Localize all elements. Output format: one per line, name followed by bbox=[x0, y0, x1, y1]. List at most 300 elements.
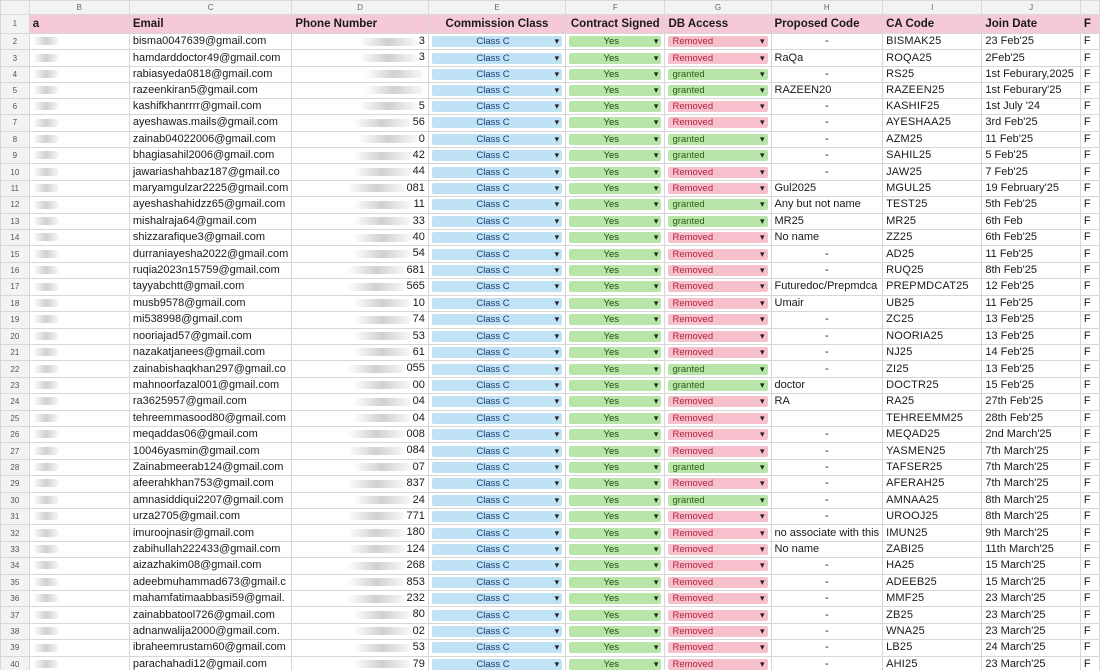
name-cell-redacted[interactable] bbox=[29, 361, 129, 377]
row-number[interactable]: 16 bbox=[1, 262, 30, 278]
contract-signed-dropdown[interactable]: Yes ▾ bbox=[569, 511, 661, 522]
commission-class-dropdown[interactable]: Class C ▾ bbox=[432, 380, 562, 391]
row-number[interactable]: 25 bbox=[1, 410, 30, 426]
contract-signed-dropdown[interactable]: Yes ▾ bbox=[569, 265, 661, 276]
contract-signed-cell[interactable] bbox=[566, 459, 665, 475]
phone-cell[interactable] bbox=[292, 574, 429, 590]
email-cell[interactable]: ayeshawas.mails@gmail.com bbox=[129, 115, 291, 131]
db-access-cell[interactable] bbox=[665, 377, 771, 393]
ca-code-cell[interactable]: LB25 bbox=[883, 640, 982, 656]
commission-class-cell[interactable] bbox=[428, 410, 565, 426]
join-date-cell[interactable]: 23 March'25 bbox=[982, 591, 1080, 607]
next-column-cell[interactable]: F bbox=[1080, 131, 1099, 147]
column-letter[interactable]: H bbox=[771, 1, 883, 15]
contract-signed-dropdown[interactable]: Yes ▾ bbox=[569, 85, 661, 96]
row-number[interactable]: 9 bbox=[1, 148, 30, 164]
ca-code-cell[interactable]: ZI25 bbox=[883, 361, 982, 377]
phone-cell[interactable] bbox=[292, 164, 429, 180]
contract-signed-cell[interactable] bbox=[566, 164, 665, 180]
row-number[interactable]: 15 bbox=[1, 246, 30, 262]
db-access-cell[interactable] bbox=[665, 34, 771, 50]
proposed-code-cell[interactable]: Umair bbox=[771, 295, 883, 311]
db-access-dropdown[interactable]: Removed ▾ bbox=[668, 560, 767, 571]
commission-class-cell[interactable] bbox=[428, 98, 565, 114]
commission-class-cell[interactable] bbox=[428, 213, 565, 229]
contract-signed-dropdown[interactable]: Yes ▾ bbox=[569, 593, 661, 604]
phone-cell[interactable] bbox=[292, 115, 429, 131]
contract-signed-dropdown[interactable]: Yes ▾ bbox=[569, 101, 661, 112]
proposed-code-cell[interactable]: RaQa bbox=[771, 50, 883, 66]
commission-class-dropdown[interactable]: Class C ▾ bbox=[432, 117, 562, 128]
email-cell[interactable]: ra3625957@gmail.com bbox=[129, 394, 291, 410]
contract-signed-cell[interactable] bbox=[566, 312, 665, 328]
name-cell-redacted[interactable] bbox=[29, 607, 129, 623]
contract-signed-cell[interactable] bbox=[566, 246, 665, 262]
join-date-cell[interactable]: 12 Feb'25 bbox=[982, 279, 1080, 295]
phone-cell[interactable] bbox=[292, 443, 429, 459]
contract-signed-cell[interactable] bbox=[566, 131, 665, 147]
join-date-cell[interactable]: 15 March'25 bbox=[982, 574, 1080, 590]
contract-signed-dropdown[interactable]: Yes ▾ bbox=[569, 183, 661, 194]
name-cell-redacted[interactable] bbox=[29, 459, 129, 475]
ca-code-cell[interactable]: YASMEN25 bbox=[883, 443, 982, 459]
next-column-cell[interactable]: F bbox=[1080, 656, 1099, 670]
email-cell[interactable]: zabihullah222433@gmail.com bbox=[129, 541, 291, 557]
phone-cell[interactable] bbox=[292, 148, 429, 164]
ca-code-cell[interactable]: HA25 bbox=[883, 558, 982, 574]
column-letter[interactable]: G bbox=[665, 1, 771, 15]
join-date-cell[interactable]: 8th March'25 bbox=[982, 492, 1080, 508]
db-access-cell[interactable] bbox=[665, 656, 771, 670]
name-cell-redacted[interactable] bbox=[29, 312, 129, 328]
email-cell[interactable]: rabiasyeda0818@gmail.com bbox=[129, 66, 291, 82]
db-access-dropdown[interactable]: Removed ▾ bbox=[668, 413, 767, 424]
contract-signed-dropdown[interactable]: Yes ▾ bbox=[569, 331, 661, 342]
commission-class-dropdown[interactable]: Class C ▾ bbox=[432, 396, 562, 407]
next-column-cell[interactable]: F bbox=[1080, 459, 1099, 475]
commission-class-dropdown[interactable]: Class C ▾ bbox=[432, 199, 562, 210]
proposed-code-cell[interactable]: - bbox=[771, 115, 883, 131]
next-column-cell[interactable]: F bbox=[1080, 328, 1099, 344]
contract-signed-cell[interactable] bbox=[566, 394, 665, 410]
next-column-cell[interactable]: F bbox=[1080, 197, 1099, 213]
commission-class-dropdown[interactable]: Class C ▾ bbox=[432, 183, 562, 194]
db-access-dropdown[interactable]: granted ▾ bbox=[668, 495, 767, 506]
commission-class-dropdown[interactable]: Class C ▾ bbox=[432, 232, 562, 243]
db-access-dropdown[interactable]: Removed ▾ bbox=[668, 183, 767, 194]
header-name[interactable]: a bbox=[29, 15, 129, 34]
commission-class-cell[interactable] bbox=[428, 508, 565, 524]
db-access-dropdown[interactable]: granted ▾ bbox=[668, 216, 767, 227]
db-access-dropdown[interactable]: granted ▾ bbox=[668, 199, 767, 210]
name-cell-redacted[interactable] bbox=[29, 180, 129, 196]
next-column-cell[interactable]: F bbox=[1080, 50, 1099, 66]
phone-cell[interactable] bbox=[292, 640, 429, 656]
db-access-cell[interactable] bbox=[665, 525, 771, 541]
name-cell-redacted[interactable] bbox=[29, 558, 129, 574]
commission-class-cell[interactable] bbox=[428, 164, 565, 180]
contract-signed-cell[interactable] bbox=[566, 361, 665, 377]
next-column-cell[interactable]: F bbox=[1080, 443, 1099, 459]
contract-signed-dropdown[interactable]: Yes ▾ bbox=[569, 642, 661, 653]
join-date-cell[interactable]: 23 March'25 bbox=[982, 607, 1080, 623]
contract-signed-dropdown[interactable]: Yes ▾ bbox=[569, 380, 661, 391]
next-column-cell[interactable]: F bbox=[1080, 394, 1099, 410]
db-access-dropdown[interactable]: Removed ▾ bbox=[668, 478, 767, 489]
commission-class-dropdown[interactable]: Class C ▾ bbox=[432, 314, 562, 325]
commission-class-cell[interactable] bbox=[428, 279, 565, 295]
contract-signed-cell[interactable] bbox=[566, 115, 665, 131]
contract-signed-cell[interactable] bbox=[566, 262, 665, 278]
contract-signed-dropdown[interactable]: Yes ▾ bbox=[569, 232, 661, 243]
contract-signed-dropdown[interactable]: Yes ▾ bbox=[569, 478, 661, 489]
join-date-cell[interactable]: 13 Feb'25 bbox=[982, 328, 1080, 344]
db-access-cell[interactable] bbox=[665, 279, 771, 295]
db-access-cell[interactable] bbox=[665, 508, 771, 524]
row-number[interactable]: 36 bbox=[1, 591, 30, 607]
row-number[interactable]: 6 bbox=[1, 98, 30, 114]
row-number[interactable]: 28 bbox=[1, 459, 30, 475]
column-letter[interactable]: E bbox=[428, 1, 565, 15]
column-letter[interactable]: B bbox=[29, 1, 129, 15]
ca-code-cell[interactable]: AFERAH25 bbox=[883, 476, 982, 492]
commission-class-cell[interactable] bbox=[428, 361, 565, 377]
row-number[interactable]: 30 bbox=[1, 492, 30, 508]
db-access-cell[interactable] bbox=[665, 623, 771, 639]
db-access-cell[interactable] bbox=[665, 131, 771, 147]
email-cell[interactable]: durraniayesha2022@gmail.com bbox=[129, 246, 291, 262]
db-access-dropdown[interactable]: Removed ▾ bbox=[668, 101, 767, 112]
name-cell-redacted[interactable] bbox=[29, 344, 129, 360]
commission-class-cell[interactable] bbox=[428, 344, 565, 360]
commission-class-cell[interactable] bbox=[428, 443, 565, 459]
contract-signed-cell[interactable] bbox=[566, 656, 665, 670]
ca-code-cell[interactable]: DOCTR25 bbox=[883, 377, 982, 393]
commission-class-cell[interactable] bbox=[428, 574, 565, 590]
join-date-cell[interactable]: 11 Feb'25 bbox=[982, 246, 1080, 262]
commission-class-dropdown[interactable]: Class C ▾ bbox=[432, 528, 562, 539]
ca-code-cell[interactable]: SAHIL25 bbox=[883, 148, 982, 164]
row-number[interactable]: 12 bbox=[1, 197, 30, 213]
join-date-cell[interactable]: 7 Feb'25 bbox=[982, 164, 1080, 180]
db-access-dropdown[interactable]: Removed ▾ bbox=[668, 626, 767, 637]
commission-class-dropdown[interactable]: Class C ▾ bbox=[432, 101, 562, 112]
name-cell-redacted[interactable] bbox=[29, 131, 129, 147]
row-number[interactable]: 1 bbox=[1, 15, 30, 34]
join-date-cell[interactable]: 11 Feb'25 bbox=[982, 295, 1080, 311]
email-cell[interactable]: kashifkhanrrrr@gmail.com bbox=[129, 98, 291, 114]
next-column-cell[interactable]: F bbox=[1080, 525, 1099, 541]
phone-cell[interactable] bbox=[292, 344, 429, 360]
contract-signed-cell[interactable] bbox=[566, 476, 665, 492]
db-access-dropdown[interactable]: Removed ▾ bbox=[668, 167, 767, 178]
contract-signed-cell[interactable] bbox=[566, 344, 665, 360]
row-number[interactable]: 31 bbox=[1, 508, 30, 524]
email-cell[interactable]: zainabishaqkhan297@gmail.co bbox=[129, 361, 291, 377]
name-cell-redacted[interactable] bbox=[29, 246, 129, 262]
join-date-cell[interactable]: 1st Feburary,2025 bbox=[982, 66, 1080, 82]
name-cell-redacted[interactable] bbox=[29, 328, 129, 344]
contract-signed-cell[interactable] bbox=[566, 230, 665, 246]
contract-signed-cell[interactable] bbox=[566, 180, 665, 196]
join-date-cell[interactable]: 11 Feb'25 bbox=[982, 131, 1080, 147]
column-letter[interactable]: J bbox=[982, 1, 1080, 15]
proposed-code-cell[interactable]: - bbox=[771, 640, 883, 656]
proposed-code-cell[interactable]: - bbox=[771, 262, 883, 278]
email-cell[interactable]: parachahadi12@gmail.com bbox=[129, 656, 291, 670]
proposed-code-cell[interactable] bbox=[771, 410, 883, 426]
ca-code-cell[interactable]: ZC25 bbox=[883, 312, 982, 328]
commission-class-dropdown[interactable]: Class C ▾ bbox=[432, 642, 562, 653]
contract-signed-cell[interactable] bbox=[566, 66, 665, 82]
ca-code-cell[interactable]: ADEEB25 bbox=[883, 574, 982, 590]
commission-class-cell[interactable] bbox=[428, 656, 565, 670]
proposed-code-cell[interactable]: - bbox=[771, 508, 883, 524]
db-access-cell[interactable] bbox=[665, 115, 771, 131]
db-access-cell[interactable] bbox=[665, 591, 771, 607]
commission-class-cell[interactable] bbox=[428, 525, 565, 541]
db-access-cell[interactable] bbox=[665, 426, 771, 442]
name-cell-redacted[interactable] bbox=[29, 640, 129, 656]
phone-cell[interactable] bbox=[292, 230, 429, 246]
ca-code-cell[interactable]: AMNAA25 bbox=[883, 492, 982, 508]
db-access-cell[interactable] bbox=[665, 312, 771, 328]
email-cell[interactable]: afeerahkhan753@gmail.com bbox=[129, 476, 291, 492]
proposed-code-cell[interactable]: Futuredoc/Prepmdca bbox=[771, 279, 883, 295]
db-access-cell[interactable] bbox=[665, 295, 771, 311]
db-access-dropdown[interactable]: Removed ▾ bbox=[668, 117, 767, 128]
row-number[interactable]: 4 bbox=[1, 66, 30, 82]
contract-signed-cell[interactable] bbox=[566, 508, 665, 524]
proposed-code-cell[interactable]: - bbox=[771, 164, 883, 180]
ca-code-cell[interactable]: AYESHAA25 bbox=[883, 115, 982, 131]
row-number[interactable]: 39 bbox=[1, 640, 30, 656]
email-cell[interactable]: ruqia2023n15759@gmail.com bbox=[129, 262, 291, 278]
commission-class-dropdown[interactable]: Class C ▾ bbox=[432, 593, 562, 604]
db-access-dropdown[interactable]: granted ▾ bbox=[668, 69, 767, 80]
join-date-cell[interactable]: 6th Feb bbox=[982, 213, 1080, 229]
next-column-cell[interactable]: F bbox=[1080, 377, 1099, 393]
commission-class-dropdown[interactable]: Class C ▾ bbox=[432, 659, 562, 670]
name-cell-redacted[interactable] bbox=[29, 213, 129, 229]
contract-signed-dropdown[interactable]: Yes ▾ bbox=[569, 36, 661, 47]
email-cell[interactable]: tayyabchtt@gmail.com bbox=[129, 279, 291, 295]
db-access-dropdown[interactable]: Removed ▾ bbox=[668, 446, 767, 457]
header-contract-signed[interactable]: Contract Signed bbox=[566, 15, 665, 34]
name-cell-redacted[interactable] bbox=[29, 197, 129, 213]
column-letter[interactable]: F bbox=[566, 1, 665, 15]
name-cell-redacted[interactable] bbox=[29, 426, 129, 442]
contract-signed-cell[interactable] bbox=[566, 541, 665, 557]
contract-signed-dropdown[interactable]: Yes ▾ bbox=[569, 413, 661, 424]
proposed-code-cell[interactable]: - bbox=[771, 344, 883, 360]
ca-code-cell[interactable]: MEQAD25 bbox=[883, 426, 982, 442]
contract-signed-dropdown[interactable]: Yes ▾ bbox=[569, 446, 661, 457]
contract-signed-cell[interactable] bbox=[566, 492, 665, 508]
phone-cell[interactable] bbox=[292, 246, 429, 262]
email-cell[interactable]: mahnoorfazal001@gmail.com bbox=[129, 377, 291, 393]
proposed-code-cell[interactable]: RAZEEN20 bbox=[771, 82, 883, 98]
proposed-code-cell[interactable]: - bbox=[771, 426, 883, 442]
db-access-cell[interactable] bbox=[665, 361, 771, 377]
email-cell[interactable]: zainabbatool726@gmail.com bbox=[129, 607, 291, 623]
row-number[interactable]: 5 bbox=[1, 82, 30, 98]
column-letter[interactable]: D bbox=[292, 1, 429, 15]
commission-class-cell[interactable] bbox=[428, 607, 565, 623]
email-cell[interactable]: mishalraja64@gmail.com bbox=[129, 213, 291, 229]
ca-code-cell[interactable]: RUQ25 bbox=[883, 262, 982, 278]
ca-code-cell[interactable]: NJ25 bbox=[883, 344, 982, 360]
ca-code-cell[interactable]: WNA25 bbox=[883, 623, 982, 639]
proposed-code-cell[interactable]: - bbox=[771, 148, 883, 164]
db-access-cell[interactable] bbox=[665, 148, 771, 164]
contract-signed-dropdown[interactable]: Yes ▾ bbox=[569, 199, 661, 210]
email-cell[interactable]: adnanwalija2000@gmail.com. bbox=[129, 623, 291, 639]
row-number[interactable]: 26 bbox=[1, 426, 30, 442]
proposed-code-cell[interactable]: - bbox=[771, 607, 883, 623]
proposed-code-cell[interactable]: - bbox=[771, 98, 883, 114]
contract-signed-cell[interactable] bbox=[566, 295, 665, 311]
contract-signed-dropdown[interactable]: Yes ▾ bbox=[569, 610, 661, 621]
commission-class-cell[interactable] bbox=[428, 394, 565, 410]
proposed-code-cell[interactable]: - bbox=[771, 443, 883, 459]
phone-cell[interactable] bbox=[292, 656, 429, 670]
email-cell[interactable]: meqaddas06@gmail.com bbox=[129, 426, 291, 442]
next-column-cell[interactable]: F bbox=[1080, 82, 1099, 98]
header-ca-code[interactable]: CA Code bbox=[883, 15, 982, 34]
proposed-code-cell[interactable]: - bbox=[771, 656, 883, 670]
db-access-dropdown[interactable]: Removed ▾ bbox=[668, 298, 767, 309]
contract-signed-dropdown[interactable]: Yes ▾ bbox=[569, 69, 661, 80]
header-email[interactable]: Email bbox=[129, 15, 291, 34]
db-access-dropdown[interactable]: granted ▾ bbox=[668, 462, 767, 473]
db-access-dropdown[interactable]: granted ▾ bbox=[668, 85, 767, 96]
next-column-cell[interactable]: F bbox=[1080, 262, 1099, 278]
row-number[interactable]: 11 bbox=[1, 180, 30, 196]
ca-code-cell[interactable]: ZZ25 bbox=[883, 230, 982, 246]
commission-class-dropdown[interactable]: Class C ▾ bbox=[432, 429, 562, 440]
phone-cell[interactable] bbox=[292, 394, 429, 410]
commission-class-dropdown[interactable]: Class C ▾ bbox=[432, 462, 562, 473]
next-column-cell[interactable]: F bbox=[1080, 640, 1099, 656]
commission-class-dropdown[interactable]: Class C ▾ bbox=[432, 53, 562, 64]
next-column-cell[interactable]: F bbox=[1080, 344, 1099, 360]
commission-class-dropdown[interactable]: Class C ▾ bbox=[432, 85, 562, 96]
email-cell[interactable]: mi538998@gmail.com bbox=[129, 312, 291, 328]
row-number[interactable]: 32 bbox=[1, 525, 30, 541]
row-number[interactable]: 3 bbox=[1, 50, 30, 66]
next-column-cell[interactable]: F bbox=[1080, 148, 1099, 164]
next-column-cell[interactable]: F bbox=[1080, 476, 1099, 492]
name-cell-redacted[interactable] bbox=[29, 492, 129, 508]
email-cell[interactable]: ayeshashahidzz65@gmail.com bbox=[129, 197, 291, 213]
contract-signed-dropdown[interactable]: Yes ▾ bbox=[569, 495, 661, 506]
db-access-cell[interactable] bbox=[665, 262, 771, 278]
ca-code-cell[interactable]: AHI25 bbox=[883, 656, 982, 670]
proposed-code-cell[interactable]: - bbox=[771, 66, 883, 82]
ca-code-cell[interactable]: TAFSER25 bbox=[883, 459, 982, 475]
join-date-cell[interactable]: 7th March'25 bbox=[982, 459, 1080, 475]
email-cell[interactable]: shizzarafique3@gmail.com bbox=[129, 230, 291, 246]
db-access-dropdown[interactable]: Removed ▾ bbox=[668, 429, 767, 440]
ca-code-cell[interactable]: RS25 bbox=[883, 66, 982, 82]
contract-signed-dropdown[interactable]: Yes ▾ bbox=[569, 396, 661, 407]
proposed-code-cell[interactable]: - bbox=[771, 328, 883, 344]
email-cell[interactable]: aizazhakim08@gmail.com bbox=[129, 558, 291, 574]
contract-signed-cell[interactable] bbox=[566, 623, 665, 639]
ca-code-cell[interactable]: TEST25 bbox=[883, 197, 982, 213]
email-cell[interactable]: bhagiasahil2006@gmail.com bbox=[129, 148, 291, 164]
db-access-dropdown[interactable]: Removed ▾ bbox=[668, 249, 767, 260]
next-column-cell[interactable]: F bbox=[1080, 312, 1099, 328]
phone-cell[interactable] bbox=[292, 131, 429, 147]
db-access-dropdown[interactable]: granted ▾ bbox=[668, 380, 767, 391]
join-date-cell[interactable]: 28th Feb'25 bbox=[982, 410, 1080, 426]
db-access-dropdown[interactable]: Removed ▾ bbox=[668, 53, 767, 64]
ca-code-cell[interactable]: IMUN25 bbox=[883, 525, 982, 541]
contract-signed-cell[interactable] bbox=[566, 279, 665, 295]
phone-cell[interactable] bbox=[292, 361, 429, 377]
commission-class-cell[interactable] bbox=[428, 148, 565, 164]
join-date-cell[interactable]: 7th March'25 bbox=[982, 443, 1080, 459]
row-number[interactable]: 8 bbox=[1, 131, 30, 147]
email-cell[interactable]: razeenkiran5@gmail.com bbox=[129, 82, 291, 98]
join-date-cell[interactable]: 23 March'25 bbox=[982, 623, 1080, 639]
phone-cell[interactable] bbox=[292, 426, 429, 442]
commission-class-cell[interactable] bbox=[428, 50, 565, 66]
contract-signed-cell[interactable] bbox=[566, 82, 665, 98]
commission-class-cell[interactable] bbox=[428, 246, 565, 262]
commission-class-dropdown[interactable]: Class C ▾ bbox=[432, 511, 562, 522]
join-date-cell[interactable]: 3rd Feb'25 bbox=[982, 115, 1080, 131]
name-cell-redacted[interactable] bbox=[29, 66, 129, 82]
db-access-dropdown[interactable]: Removed ▾ bbox=[668, 314, 767, 325]
name-cell-redacted[interactable] bbox=[29, 98, 129, 114]
name-cell-redacted[interactable] bbox=[29, 508, 129, 524]
commission-class-cell[interactable] bbox=[428, 131, 565, 147]
commission-class-cell[interactable] bbox=[428, 476, 565, 492]
db-access-cell[interactable] bbox=[665, 180, 771, 196]
row-number[interactable]: 38 bbox=[1, 623, 30, 639]
contract-signed-cell[interactable] bbox=[566, 34, 665, 50]
header-next[interactable]: F bbox=[1080, 15, 1099, 34]
contract-signed-cell[interactable] bbox=[566, 574, 665, 590]
join-date-cell[interactable]: 9th March'25 bbox=[982, 525, 1080, 541]
db-access-dropdown[interactable]: Removed ▾ bbox=[668, 577, 767, 588]
phone-cell[interactable] bbox=[292, 279, 429, 295]
row-number[interactable]: 29 bbox=[1, 476, 30, 492]
name-cell-redacted[interactable] bbox=[29, 115, 129, 131]
name-cell-redacted[interactable] bbox=[29, 623, 129, 639]
commission-class-dropdown[interactable]: Class C ▾ bbox=[432, 347, 562, 358]
db-access-cell[interactable] bbox=[665, 197, 771, 213]
db-access-cell[interactable] bbox=[665, 459, 771, 475]
commission-class-dropdown[interactable]: Class C ▾ bbox=[432, 281, 562, 292]
row-number[interactable]: 27 bbox=[1, 443, 30, 459]
proposed-code-cell[interactable]: no associate with this bbox=[771, 525, 883, 541]
name-cell-redacted[interactable] bbox=[29, 443, 129, 459]
contract-signed-cell[interactable] bbox=[566, 197, 665, 213]
commission-class-dropdown[interactable]: Class C ▾ bbox=[432, 265, 562, 276]
proposed-code-cell[interactable]: - bbox=[771, 246, 883, 262]
contract-signed-cell[interactable] bbox=[566, 558, 665, 574]
phone-cell[interactable] bbox=[292, 459, 429, 475]
next-column-cell[interactable]: F bbox=[1080, 492, 1099, 508]
commission-class-dropdown[interactable]: Class C ▾ bbox=[432, 478, 562, 489]
row-number[interactable]: 34 bbox=[1, 558, 30, 574]
name-cell-redacted[interactable] bbox=[29, 262, 129, 278]
next-column-cell[interactable]: F bbox=[1080, 426, 1099, 442]
